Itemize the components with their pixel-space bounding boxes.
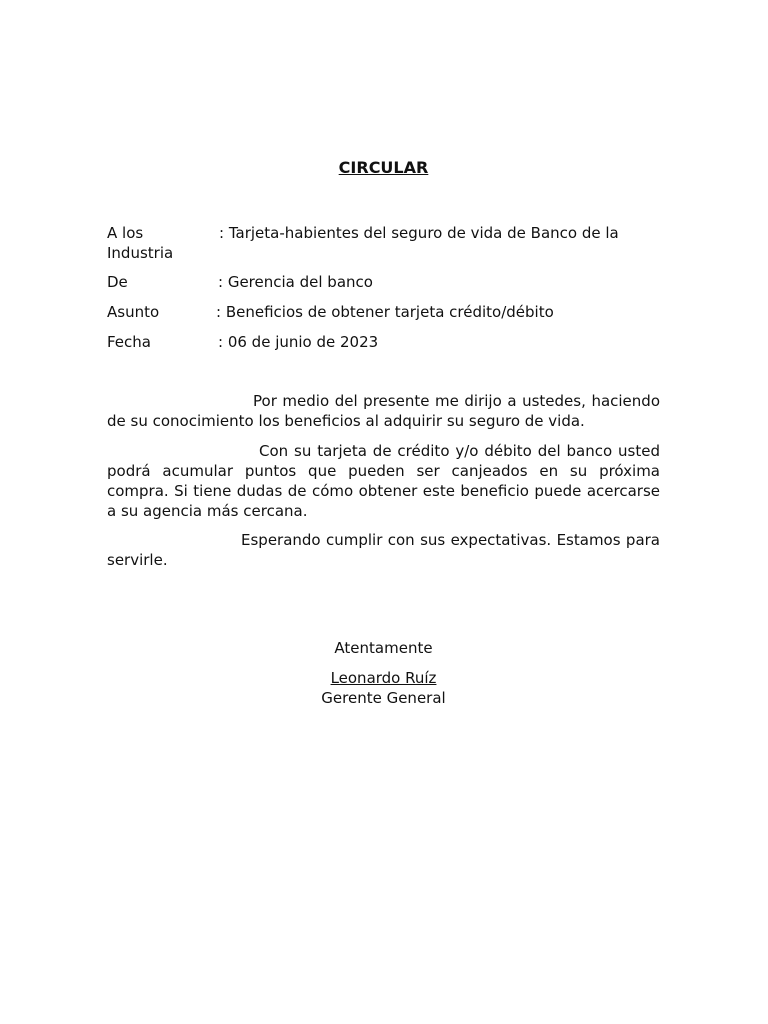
meta-value-from: : Gerencia del banco xyxy=(218,273,373,291)
meta-label-subject: Asunto xyxy=(107,303,160,321)
meta-label-from: De xyxy=(107,273,128,291)
body-paragraph-1: Por medio del presente me dirijo a ustedes, haciendo de su conocimiento los beneficios al adquirir su seguro de vida. xyxy=(107,392,660,430)
meta-row-from xyxy=(107,272,660,292)
closing-salutation: Atentamente xyxy=(334,639,433,657)
meta-value-date: : 06 de junio de 2023 xyxy=(218,333,379,351)
meta-label-to: A los xyxy=(107,224,144,242)
document-title: CIRCULAR xyxy=(338,158,429,177)
meta-value-to: : Tarjeta-habientes del seguro de vida de Banco de la Industria xyxy=(107,224,619,262)
signer-title: Gerente General xyxy=(321,689,446,707)
signer-name: Leonardo Ruíz xyxy=(330,669,437,687)
meta-value-subject: : Beneficios de obtener tarjeta crédito/débito xyxy=(216,303,554,321)
meta-row-to xyxy=(107,223,660,263)
body-paragraph-3: Esperando cumplir con sus expectativas. Estamos para servirle. xyxy=(107,531,660,569)
body-paragraph-2: Con su tarjeta de crédito y/o débito del banco usted podrá acumular puntos que pueden ser canjeados en su próxima compra. Si tiene dudas de cómo obtener este beneficio puede acercarse a su agencia más cercana. xyxy=(107,442,660,520)
meta-row-subject xyxy=(107,302,660,322)
meta-row-date xyxy=(107,332,660,352)
meta-label-date: Fecha xyxy=(107,333,151,351)
